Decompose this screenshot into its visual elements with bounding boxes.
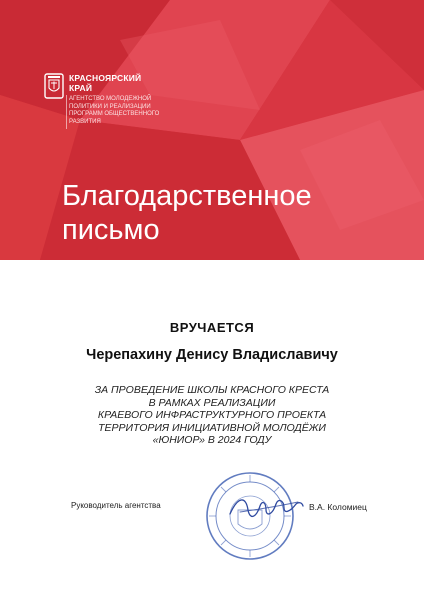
award-reason-line: В РАМКАХ РЕАЛИЗАЦИИ: [148, 396, 276, 409]
recipient-name: Черепахину Денису Владиславичу: [86, 347, 338, 363]
document-title-line: письмо: [62, 214, 160, 246]
award-reason-line: ТЕРРИТОРИЯ ИНИЦИАТИВНОЙ МОЛОДЁЖИ: [98, 421, 326, 434]
award-reason-line: ЗА ПРОВЕДЕНИЕ ШКОЛЫ КРАСНОГО КРЕСТА: [94, 384, 330, 396]
agency-name-line: ПРОГРАММ ОБЩЕСТВЕННОГО: [69, 111, 160, 118]
signer-name: В.А. Коломиец: [309, 502, 367, 512]
document-title-line: Благодарственное: [62, 180, 312, 212]
agency-name-line: ПОЛИТИКИ И РЕАЛИЗАЦИИ: [69, 103, 151, 110]
coat-of-arms-icon: [44, 73, 64, 99]
handwritten-signature-icon: [226, 490, 306, 526]
agency-name: [69, 96, 159, 126]
org-name-line: КРАЙ: [69, 83, 93, 93]
agency-name-line: РАЗВИТИЯ: [69, 118, 101, 125]
agency-name-line: АГЕНТСТВО МОЛОДЕЖНОЙ: [69, 96, 152, 102]
org-name-line: КРАСНОЯРСКИЙ: [69, 73, 142, 83]
award-reason-line: «ЮНИОР» В 2024 ГОДУ: [152, 434, 272, 447]
org-name: [69, 73, 141, 93]
awarded-label: ВРУЧАЕТСЯ: [169, 320, 255, 335]
award-reason-line: КРАЕВОГО ИНФРАСТРУКТУРНОГО ПРОЕКТА: [97, 409, 327, 422]
award-reason: [0, 384, 424, 447]
document-title: [62, 179, 312, 247]
signer-position: Руководитель агентства: [71, 501, 161, 510]
org-divider: [66, 95, 67, 129]
header-banner: [0, 0, 424, 260]
